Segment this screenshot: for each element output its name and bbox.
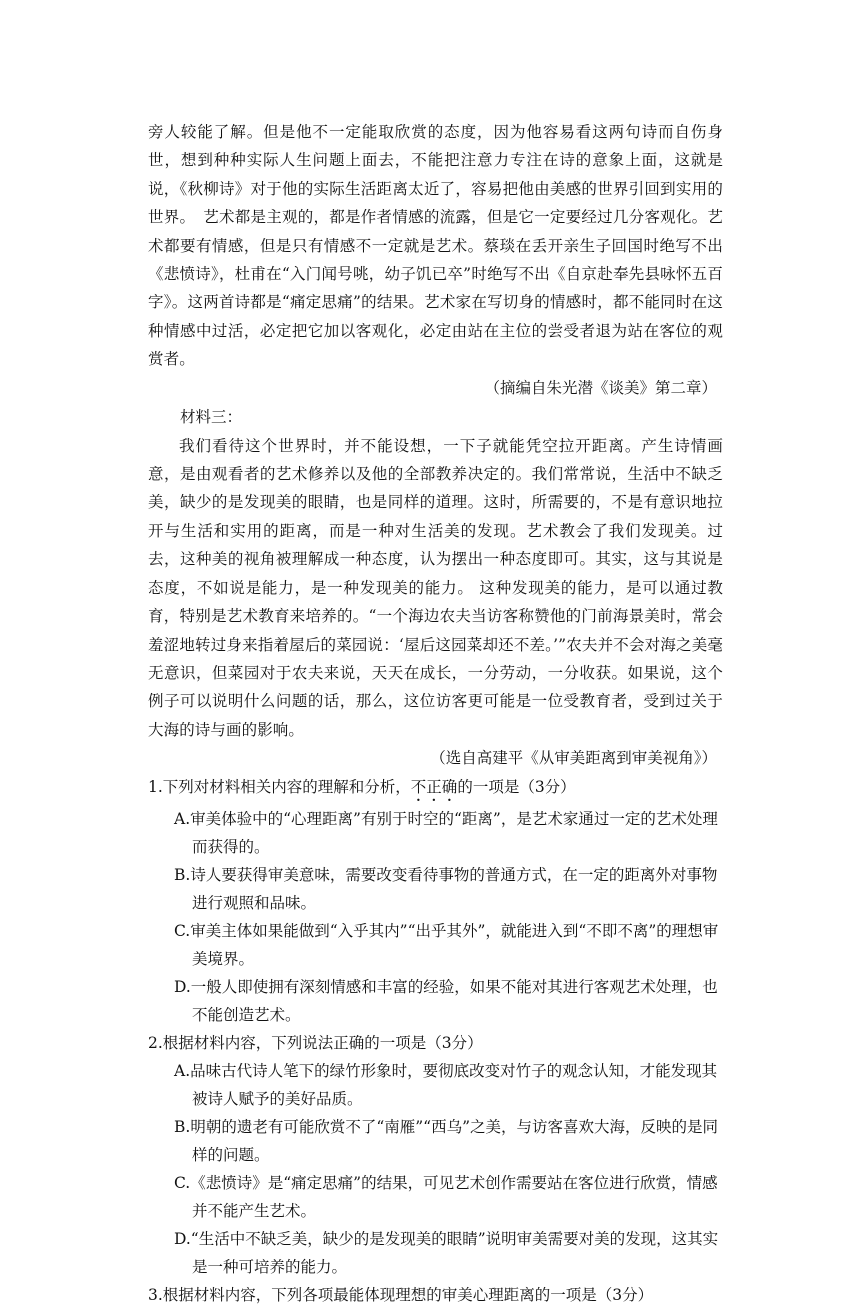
material3-heading: 材料三： — [180, 407, 243, 426]
question-1-stem-after: 的一项是（3分） — [457, 778, 576, 797]
question-1-emphasis: 不正确 — [410, 778, 458, 797]
page-content — [148, 118, 723, 1309]
question-2-option-b: B.明朝的遗老有可能欣赏不了“南雁”“西乌”之美，与访客喜欢大海，反映的是同样的问题。 — [174, 1118, 719, 1165]
question-2-stem: 2.根据材料内容，下列说法正确的一项是（3分） — [148, 1034, 483, 1053]
question-3 — [148, 1281, 723, 1309]
material2-paragraph: 旁人较能了解。但是他不一定能取欣赏的态度，因为他容易看这两句诗而自伤身世，想到种种实际人生问题上面去，不能把注意力专注在诗的意象上面，这就是说，《秋柳诗》对于他的实际生活距离太近了，容易把他由美感的世界引回到实用的世界。 艺术都是主观的，都是作者情感的流露，但是它一定要经过几分客观化。艺术都要有情感，但是只有情感不一定就是艺术。蔡琰在丢开亲生子回国时绝写不出《悲愤诗》，杜甫在“入门闻号咷，幼子饥已卒”时绝写不出《自京赴奉先县咏怀五百字》。这两首诗都是“痛定思痛”的结果。艺术家在写切身的情感时，都不能同时在这种情感中过活，必定把它加以客观化，必定由站在主位的尝受者退为站在客位的观赏者。 — [148, 123, 723, 369]
question-2-option-a: A.品味古代诗人笔下的绿竹形象时，要彻底改变对竹子的观念认知，才能发现其被诗人赋予的美好品质。 — [174, 1062, 718, 1109]
material3-paragraph: 我们看待这个世界时，并不能设想，一下子就能凭空拉开距离。产生诗情画意，是由观看者的艺术修养以及他的全部教养决定的。我们常常说，生活中不缺乏美，缺少的是发现美的眼睛，也是同样的道理。这时，所需要的，不是有意识地拉开与生活和实用的距离，而是一种对生活美的发现。艺术教会了我们发现美。过去，这种美的视角被理解成一种态度，认为摆出一种态度即可。其实，这与其说是态度，不如说是能力，是一种发现美的能力。 这种发现美的能力，是可以通过教育，特别是艺术教育来培养的。“一个海边农夫当访客称赞他的门前海景美时，常会羞涩地转过身来指着屋后的菜园说：‘屋后这园菜却还不差。’”农夫并不会对海之美毫无意识，但菜园对于农夫来说，天天在成长，一分劳动，一分收获。如果说，这个例子可以说明什么问题的话，那么，这位访客更可能是一位受教育者，受到过关于大海的诗与画的影响。 — [148, 436, 723, 739]
question-1-option-c: C.审美主体如果能做到“入乎其内”“出乎其外”，就能进入到“不即不离”的理想审美境界。 — [174, 922, 719, 969]
question-1-option-b: B.诗人要获得审美意味，需要改变看待事物的普通方式，在一定的距离外对事物进行观照和品味。 — [174, 866, 718, 913]
material3-source: （选自高建平《从审美距离到审美视角》） — [430, 749, 717, 768]
question-2 — [148, 1029, 723, 1281]
question-2-option-c: C.《悲愤诗》是“痛定思痛”的结果，可见艺术创作需要站在客位进行欣赏，情感并不能产生艺术。 — [174, 1174, 718, 1221]
question-2-option-d: D.“生活中不缺乏美，缺少的是发现美的眼睛”说明审美需要对美的发现，这其实是一种可培养的能力。 — [174, 1230, 719, 1277]
question-1-option-a: A.审美体验中的“心理距离”有别于时空的“距离”，是艺术家通过一定的艺术处理而获得的。 — [174, 810, 718, 857]
question-1-option-d: D.一般人即使拥有深刻情感和丰富的经验，如果不能对其进行客观艺术处理，也不能创造艺术。 — [174, 978, 718, 1025]
question-1-stem-before: 1.下列对材料相关内容的理解和分析， — [148, 778, 411, 797]
question-1 — [148, 773, 723, 1029]
material2-source: （摘编自朱光潜《谈美》第二章） — [484, 378, 717, 397]
question-3-stem: 3.根据材料内容，下列各项最能体现理想的审美心理距离的一项是（3分） — [148, 1286, 654, 1305]
question-1-stem — [148, 773, 723, 805]
